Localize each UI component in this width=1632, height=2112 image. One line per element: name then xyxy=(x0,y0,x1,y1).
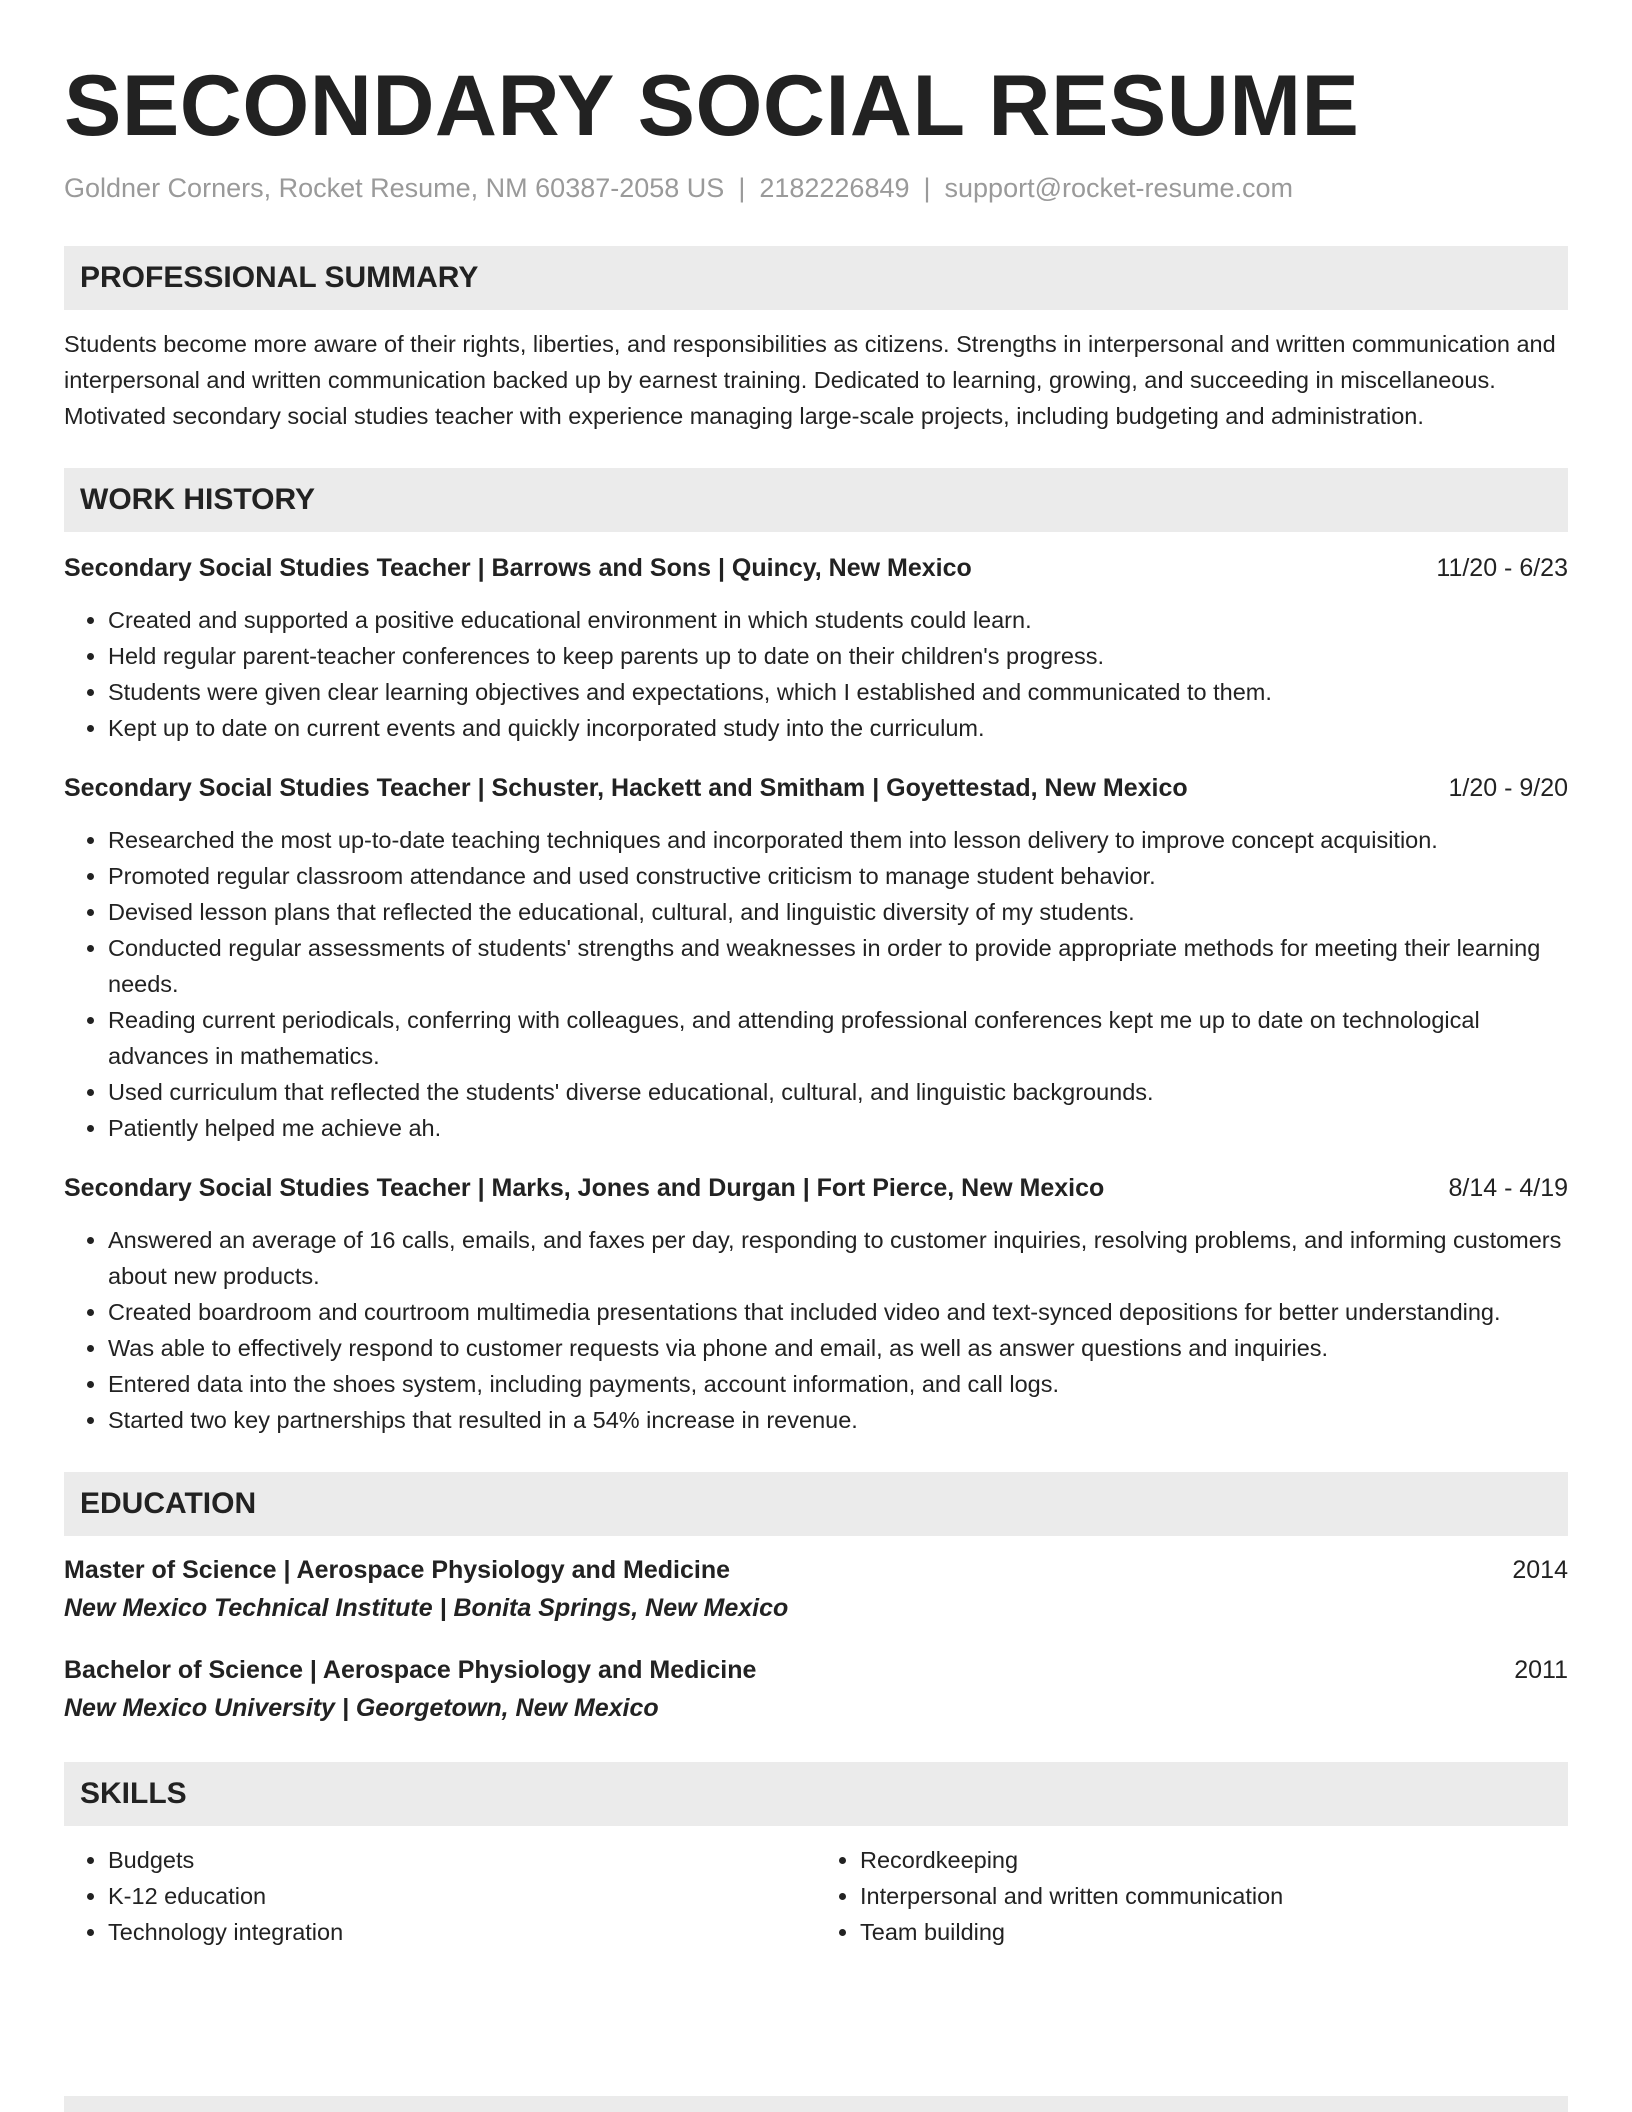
job-bullet: • Students were given clear learning objectives and expectations, which I established and communicated to them. xyxy=(108,674,1568,710)
job-title: Secondary Social Studies Teacher | Schuster, Hackett and Smitham | Goyettestad, New Mexico xyxy=(64,774,1188,802)
resume-title: SECONDARY SOCIAL RESUME xyxy=(64,58,1360,154)
education-entry xyxy=(64,1552,1568,1628)
skill-item: • Interpersonal and written communication xyxy=(860,1878,1568,1914)
education-degree: Bachelor of Science | Aerospace Physiology and Medicine xyxy=(64,1656,757,1684)
section-header-skills: SKILLS xyxy=(64,1762,1568,1826)
summary-text: Students become more aware of their rights, liberties, and responsibilities as citizens. Strengths in interpersonal and written communication and interpersonal and written communication backed up by earnest training. Dedicated to learning, growing, and succeeding in miscellaneous. Motivated secondary social studies teacher with experience managing large-scale projects, including budgeting and administration. xyxy=(64,331,1556,429)
education-header xyxy=(64,1652,1568,1688)
education-school: New Mexico Technical Institute | Bonita Springs, New Mexico xyxy=(64,1594,789,1622)
job-bullet: • Patiently helped me achieve ah. xyxy=(108,1110,1568,1146)
contact-separator: | xyxy=(738,173,746,203)
education-header xyxy=(64,1552,1568,1588)
job-dates: 1/20 - 9/20 xyxy=(1448,774,1568,802)
job-bullets xyxy=(64,1222,1568,1438)
skill-item: • Technology integration xyxy=(108,1914,816,1950)
job-bullet: • Held regular parent-teacher conferences to keep parents up to date on their children's progress. xyxy=(108,638,1568,674)
job-bullet: • Reading current periodicals, conferring with colleagues, and attending professional conferences kept me up to date on technological advances in mathematics. xyxy=(108,1002,1568,1074)
job-bullet: • Entered data into the shoes system, including payments, account information, and call logs. xyxy=(108,1366,1568,1402)
job-bullet: • Was able to effectively respond to customer requests via phone and email, as well as answer questions and inquiries. xyxy=(108,1330,1568,1366)
job-bullet: • Created boardroom and courtroom multimedia presentations that included video and text-synced depositions for better understanding. xyxy=(108,1294,1568,1330)
job-bullet: • Promoted regular classroom attendance and used constructive criticism to manage student behavior. xyxy=(108,858,1568,894)
contact-line xyxy=(64,170,1568,206)
contact-address: Goldner Corners, Rocket Resume, NM 60387-2058 US xyxy=(64,173,725,203)
section-header-education: EDUCATION xyxy=(64,1472,1568,1536)
job-dates: 8/14 - 4/19 xyxy=(1448,1174,1568,1202)
skills-column-left xyxy=(64,1842,816,1950)
job-header xyxy=(64,770,1568,806)
education-year: 2011 xyxy=(1514,1656,1568,1684)
job-header xyxy=(64,550,1568,586)
job-entry xyxy=(64,550,1568,746)
job-bullet: • Researched the most up-to-date teaching techniques and incorporated them into lesson delivery to improve concept acquisition. xyxy=(108,822,1568,858)
contact-email: support@rocket-resume.com xyxy=(944,173,1294,203)
section-header-summary: PROFESSIONAL SUMMARY xyxy=(64,246,1568,310)
job-title: Secondary Social Studies Teacher | Marks, Jones and Durgan | Fort Pierce, New Mexico xyxy=(64,1174,1105,1202)
contact-separator: | xyxy=(923,173,931,203)
next-section-band xyxy=(64,2096,1568,2112)
job-title: Secondary Social Studies Teacher | Barrows and Sons | Quincy, New Mexico xyxy=(64,554,972,582)
job-bullet: • Started two key partnerships that resulted in a 54% increase in revenue. xyxy=(108,1402,1568,1438)
job-bullet: • Answered an average of 16 calls, emails, and faxes per day, responding to customer inquiries, resolving problems, and informing customers about new products. xyxy=(108,1222,1568,1294)
skill-item: • K-12 education xyxy=(108,1878,816,1914)
job-bullet: • Kept up to date on current events and quickly incorporated study into the curriculum. xyxy=(108,710,1568,746)
skills-list xyxy=(64,1842,1568,1950)
education-degree: Master of Science | Aerospace Physiology and Medicine xyxy=(64,1556,731,1584)
education-year: 2014 xyxy=(1512,1556,1568,1584)
job-entry xyxy=(64,1170,1568,1438)
job-header xyxy=(64,1170,1568,1206)
skill-item: • Team building xyxy=(860,1914,1568,1950)
section-header-work-history: WORK HISTORY xyxy=(64,468,1568,532)
job-bullets xyxy=(64,822,1568,1146)
skill-item: • Budgets xyxy=(108,1842,816,1878)
job-entry xyxy=(64,770,1568,1146)
job-bullet: • Used curriculum that reflected the students' diverse educational, cultural, and linguistic backgrounds. xyxy=(108,1074,1568,1110)
skill-item: • Recordkeeping xyxy=(860,1842,1568,1878)
job-dates: 11/20 - 6/23 xyxy=(1436,554,1568,582)
education-entry xyxy=(64,1652,1568,1728)
job-bullets xyxy=(64,602,1568,746)
job-bullet: • Devised lesson plans that reflected the educational, cultural, and linguistic diversity of my students. xyxy=(108,894,1568,930)
skills-column-right xyxy=(816,1842,1568,1950)
education-school: New Mexico University | Georgetown, New Mexico xyxy=(64,1694,659,1722)
job-bullet: • Conducted regular assessments of students' strengths and weaknesses in order to provide appropriate methods for meeting their learning needs. xyxy=(108,930,1568,1002)
contact-phone: 2182226849 xyxy=(759,173,910,203)
job-bullet: • Created and supported a positive educational environment in which students could learn. xyxy=(108,602,1568,638)
